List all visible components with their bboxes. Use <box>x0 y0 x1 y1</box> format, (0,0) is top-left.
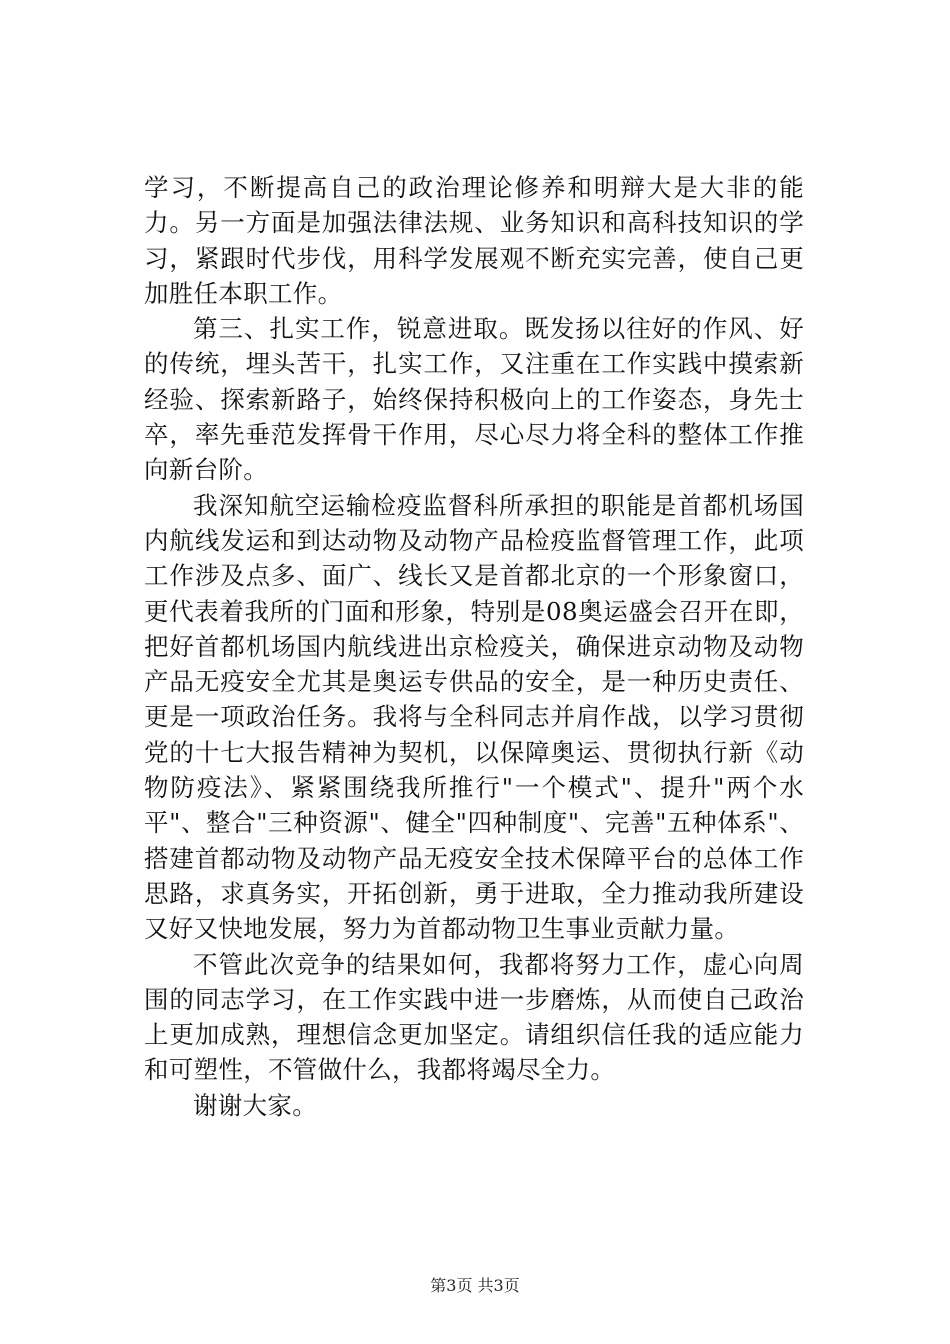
paragraph-commitment: 不管此次竞争的结果如何，我都将努力工作，虚心向周围的同志学习，在工作实践中进一步磨炼，从而使自己政治上更加成熟，理想信念更加坚定。请组织信任我的适应能力和可塑性，不管做什么，我都将竭尽全力。 <box>144 949 804 1085</box>
paragraph-continuation: 学习，不断提高自己的政治理论修养和明辩大是大非的能力。另一方面是加强法律法规、业务知识和高科技知识的学习，紧跟时代步伐，用科学发展观不断充实完善，使自己更加胜任本职工作。 <box>144 173 804 308</box>
page-footer <box>0 1273 950 1296</box>
paragraph-duty-statement: 我深知航空运输检疫监督科所承担的职能是首都机场国内航线发运和到达动物及动物产品检疫监督管理工作，此项工作涉及点多、面广、线长又是首都北京的一个形象窗口，更代表着我所的门面和形象，特别是08奥运盛会召开在即，把好首都机场国内航线进出京检疫关，确保进京动物及动物产品无疫安全尤其是奥运专供品的安全，是一种历史责任、更是一项政治任务。我将与全科同志并肩作战，以学习贯彻党的十七大报告精神为契机，以保障奥运、贯彻执行新《动物防疫法》、紧紧围绕我所推行"一个模式"、提升"两个水平"、整合"三种资源"、健全"四种制度"、完善"五种体系"、搭建首都动物及动物产品无疫安全技术保障平台的总体工作思路，求真务实，开拓创新，勇于进取，全力推动我所建设又好又快地发展，努力为首都动物卫生事业贡献力量。 <box>144 490 804 944</box>
paragraph-thanks: 谢谢大家。 <box>193 1090 317 1120</box>
paragraph-third-point: 第三、扎实工作，锐意进取。既发扬以往好的作风、好的传统，埋头苦干，扎实工作，又注重在工作实践中摸索新经验、探索新路子，始终保持积极向上的工作姿态，身先士卒，率先垂范发挥骨干作用，尽心尽力将全科的整体工作推向新台阶。 <box>144 314 804 485</box>
document-body <box>144 170 804 1123</box>
page-number: 第3页 共3页 <box>430 1276 520 1295</box>
